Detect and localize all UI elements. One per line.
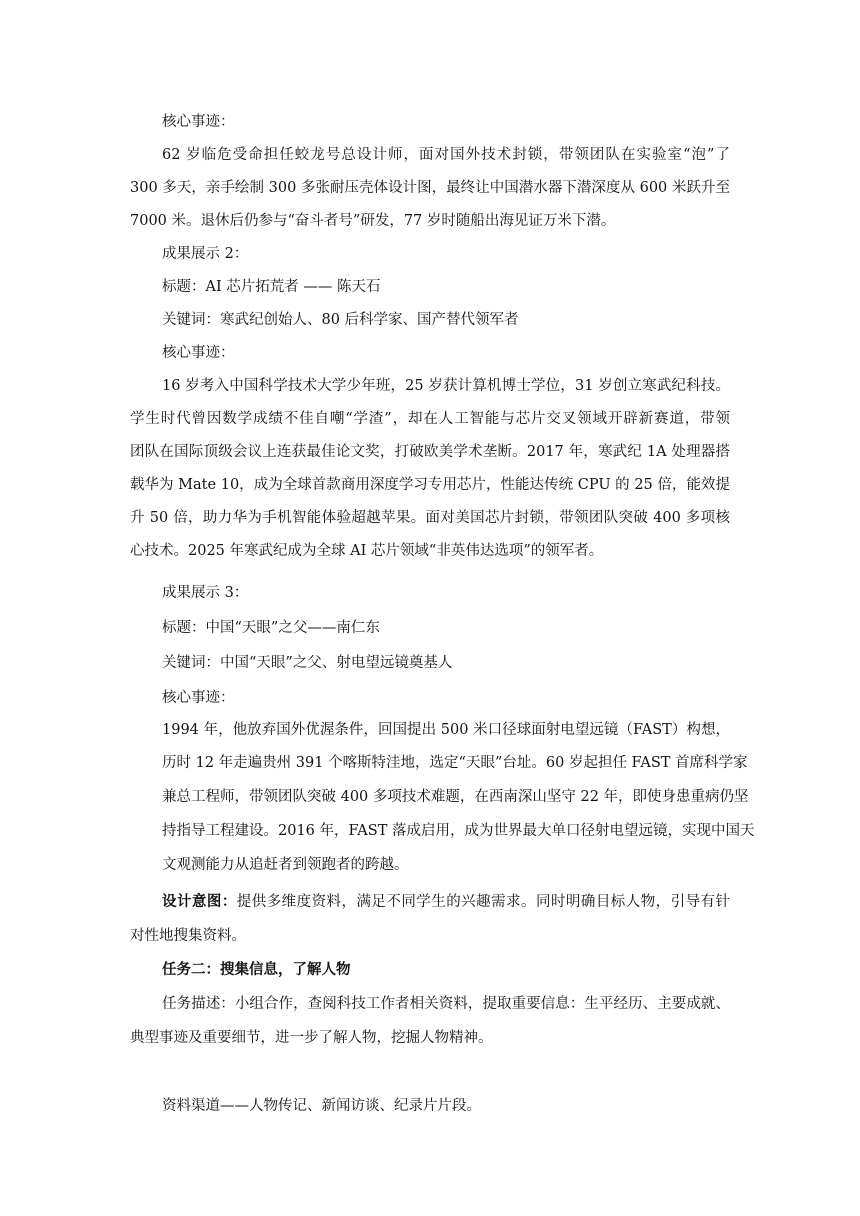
core-line: 学生时代曾因数学成绩不佳自嘲“学渣”，却在人工智能与芯片交叉领域开辟新赛道，带领 bbox=[130, 411, 730, 427]
core-line: 持指导工程建设。2016 年，FAST 落成启用，成为世界最大单口径射电望远镜，实现中国天 bbox=[162, 823, 755, 839]
result-keywords-3: 关键词：中国“天眼”之父、射电望远镜奠基人 bbox=[162, 655, 453, 671]
core-label-3: 核心事迹： bbox=[162, 690, 235, 706]
core-line: 历时 12 年走遍贵州 391 个喀斯特洼地，选定“天眼”台址。60 岁起担任 FAST 首席科学家 bbox=[162, 755, 748, 771]
result-heading-3: 成果展示 3： bbox=[162, 585, 249, 601]
result-title-3: 标题：中国“天眼”之父——南仁东 bbox=[162, 620, 380, 636]
design-intent-line2: 对性地搜集资料。 bbox=[130, 928, 246, 944]
core-line: 载华为 Mate 10，成为全球首款商用深度学习专用芯片，性能达传统 CPU 的 25 倍，能效提 bbox=[130, 477, 730, 493]
core-line: 兼总工程师，带领团队突破 400 多项技术难题，在西南深山坚守 22 年，即使身患重病仍坚 bbox=[162, 789, 749, 805]
result-title-2: 标题：AI 芯片拓荒者 —— 陈天石 bbox=[162, 279, 381, 295]
core-line: 升 50 倍，助力华为手机智能体验超越苹果。面对美国芯片封锁，带领团队突破 400 多项核 bbox=[130, 510, 730, 526]
task2-desc-line1: 任务描述：小组合作，查阅科技工作者相关资料，提取重要信息：生平经历、主要成就、 bbox=[162, 996, 730, 1012]
core-label-2: 核心事迹： bbox=[162, 345, 235, 361]
core-line: 团队在国际顶级会议上连获最佳论文奖，打破欧美学术垄断。2017 年，寒武纪 1A 处理器搭 bbox=[130, 444, 730, 460]
core-line: 1994 年，他放弃国外优渥条件，回国提出 500 米口径球面射电望远镜（FAST）构想， bbox=[162, 722, 730, 738]
core-line: 文观测能力从追赶者到领跑者的跨越。 bbox=[162, 857, 409, 873]
core-line: 62 岁临危受命担任蛟龙号总设计师，面对国外技术封锁，带领团队在实验室“泡”了 bbox=[162, 147, 730, 163]
core-line: 16 岁考入中国科学技术大学少年班，25 岁获计算机博士学位，31 岁创立寒武纪科技。 bbox=[162, 378, 730, 394]
core-line: 300 多天，亲手绘制 300 多张耐压壳体设计图，最终让中国潜水器下潜深度从 600 米跃升至 bbox=[130, 180, 730, 196]
core-line: 心技术。2025 年寒武纪成为全球 AI 芯片领域“非英伟达选项”的领军者。 bbox=[130, 543, 604, 559]
core-label-1: 核心事迹： bbox=[162, 114, 235, 130]
design-intent bbox=[162, 892, 730, 912]
task2-desc-line2: 典型事迹及重要细节，进一步了解人物，挖掘人物精神。 bbox=[130, 1030, 493, 1046]
task2-heading: 任务二：搜集信息，了解人物 bbox=[162, 961, 351, 978]
design-intent-text: 提供多维度资料，满足不同学生的兴趣需求。同时明确目标人物，引导有针 bbox=[236, 894, 730, 910]
result-keywords-2: 关键词：寒武纪创始人、80 后科学家、国产替代领军者 bbox=[162, 312, 519, 328]
core-line: 7000 米。退休后仍参与“奋斗者号”研发，77 岁时随船出海见证万米下潜。 bbox=[130, 213, 616, 229]
task2-channels: 资料渠道——人物传记、新闻访谈、纪录片片段。 bbox=[162, 1098, 481, 1114]
result-heading-2: 成果展示 2： bbox=[162, 246, 249, 262]
design-intent-label: 设计意图： bbox=[162, 893, 237, 910]
